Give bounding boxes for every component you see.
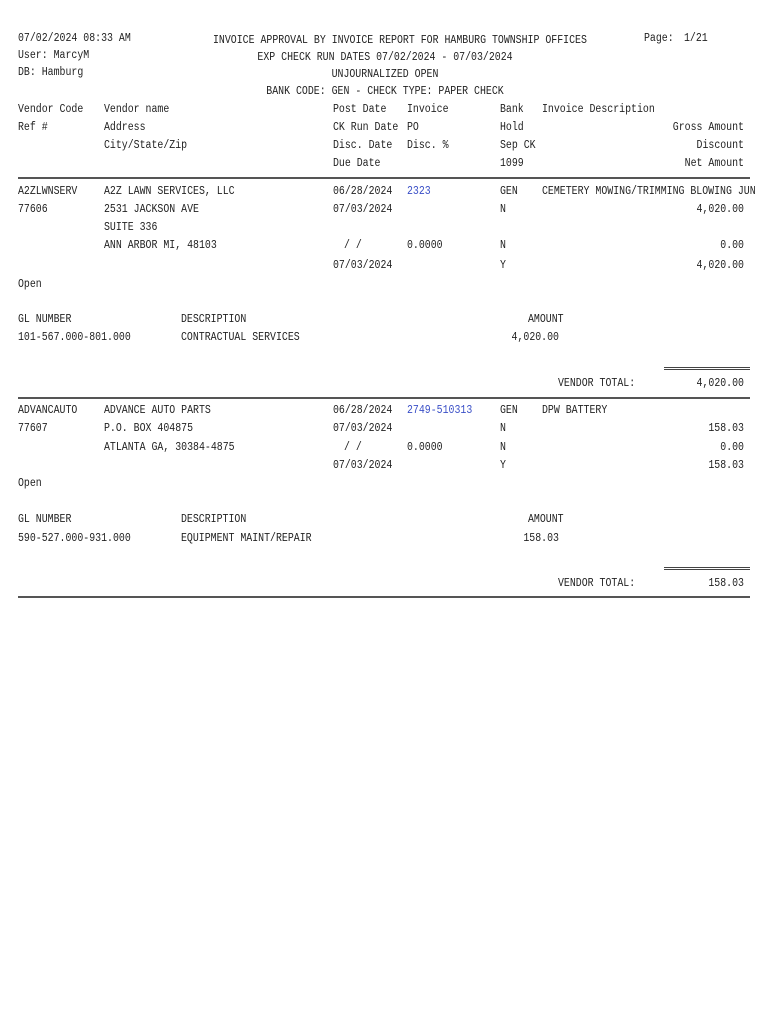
- col-ck-run-date: CK Run Date: [333, 121, 399, 134]
- sep-ck-flag: N: [500, 441, 506, 454]
- col-vendor-name: Vendor name: [104, 103, 170, 116]
- col-invoice: Invoice: [407, 103, 449, 116]
- col-hold: Hold: [500, 121, 524, 134]
- post-date: 06/28/2024: [333, 404, 393, 417]
- net-amount: 158.03: [708, 459, 744, 472]
- col-invoice-desc: Invoice Description: [542, 103, 655, 116]
- invoice-description: CEMETERY MOWING/TRIMMING BLOWING JUN: [542, 185, 756, 198]
- gl-amount: 158.03: [523, 532, 559, 545]
- disc-date: / /: [344, 441, 362, 454]
- discount-amount: 0.00: [720, 239, 744, 252]
- total-rule: [664, 567, 750, 570]
- gross-amount: 158.03: [708, 422, 744, 435]
- due-date: 07/03/2024: [333, 459, 393, 472]
- gl-description: CONTRACTUAL SERVICES: [181, 331, 300, 344]
- col-disc-date: Disc. Date: [333, 139, 393, 152]
- vendor-name: ADVANCE AUTO PARTS: [104, 404, 211, 417]
- bank-code: GEN: [500, 185, 518, 198]
- report-subtitle: EXP CHECK RUN DATES 07/02/2024 - 07/03/2024: [257, 51, 513, 64]
- col-po: PO: [407, 121, 419, 134]
- col-discount: Discount: [696, 139, 744, 152]
- invoice-link[interactable]: 2323: [407, 185, 431, 198]
- hold-flag: N: [500, 422, 506, 435]
- vendor-code: A2ZLWNSERV: [18, 185, 78, 198]
- report-status-line: UNJOURNALIZED OPEN: [331, 68, 439, 81]
- disc-pct: 0.0000: [407, 239, 443, 252]
- gl-number-label: GL NUMBER: [18, 313, 72, 326]
- vendor-divider: [18, 596, 750, 598]
- vendor-address-2: SUITE 336: [104, 221, 158, 234]
- header-divider: [18, 177, 750, 179]
- gl-number-label: GL NUMBER: [18, 513, 72, 526]
- invoice-status: Open: [18, 278, 42, 291]
- col-ref: Ref #: [18, 121, 48, 134]
- vendor-name: A2Z LAWN SERVICES, LLC: [104, 185, 235, 198]
- gl-description: EQUIPMENT MAINT/REPAIR: [181, 532, 312, 545]
- post-date: 06/28/2024: [333, 185, 393, 198]
- gl-number: 590-527.000-931.000: [18, 532, 131, 545]
- vendor-city: ANN ARBOR MI, 48103: [104, 239, 217, 252]
- col-post-date: Post Date: [333, 103, 387, 116]
- vendor-total-label: VENDOR TOTAL:: [558, 377, 636, 390]
- vendor-total: 4,020.00: [696, 377, 744, 390]
- ck-run-date: 07/03/2024: [333, 203, 393, 216]
- discount-amount: 0.00: [720, 441, 744, 454]
- report-datetime: 07/02/2024 08:33 AM: [18, 32, 131, 45]
- vendor-divider: [18, 397, 750, 399]
- col-city: City/State/Zip: [104, 139, 188, 152]
- page-label: Page:: [644, 32, 674, 45]
- report-title: INVOICE APPROVAL BY INVOICE REPORT FOR HAMBURG TOWNSHIP OFFICES: [213, 34, 587, 47]
- col-bank: Bank: [500, 103, 524, 116]
- ck-run-date: 07/03/2024: [333, 422, 393, 435]
- disc-pct: 0.0000: [407, 441, 443, 454]
- 1099-flag: Y: [500, 259, 506, 272]
- invoice-link[interactable]: 2749-510313: [407, 404, 473, 417]
- vendor-total-label: VENDOR TOTAL:: [558, 577, 636, 590]
- gl-number: 101-567.000-801.000: [18, 331, 131, 344]
- sep-ck-flag: N: [500, 239, 506, 252]
- gl-amount: 4,020.00: [511, 331, 559, 344]
- invoice-description: DPW BATTERY: [542, 404, 608, 417]
- col-address: Address: [104, 121, 146, 134]
- total-rule: [664, 367, 750, 370]
- vendor-ref: 77607: [18, 422, 48, 435]
- vendor-address-1: P.O. BOX 404875: [104, 422, 194, 435]
- gl-amount-label: AMOUNT: [528, 313, 564, 326]
- vendor-city: ATLANTA GA, 30384-4875: [104, 441, 235, 454]
- due-date: 07/03/2024: [333, 259, 393, 272]
- gl-description-label: DESCRIPTION: [181, 513, 247, 526]
- gl-description-label: DESCRIPTION: [181, 313, 247, 326]
- bank-code: GEN: [500, 404, 518, 417]
- net-amount: 4,020.00: [696, 259, 744, 272]
- vendor-ref: 77606: [18, 203, 48, 216]
- col-due-date: Due Date: [333, 157, 381, 170]
- col-vendor-code: Vendor Code: [18, 103, 84, 116]
- col-disc-pct: Disc. %: [407, 139, 449, 152]
- col-net: Net Amount: [684, 157, 744, 170]
- col-sep-ck: Sep CK: [500, 139, 536, 152]
- col-gross: Gross Amount: [672, 121, 744, 134]
- page-number: 1/21: [684, 32, 708, 45]
- invoice-status: Open: [18, 477, 42, 490]
- report-user: User: MarcyM: [18, 49, 90, 62]
- gl-amount-label: AMOUNT: [528, 513, 564, 526]
- gross-amount: 4,020.00: [696, 203, 744, 216]
- report-bank-line: BANK CODE: GEN - CHECK TYPE: PAPER CHECK: [266, 85, 504, 98]
- disc-date: / /: [344, 239, 362, 252]
- 1099-flag: Y: [500, 459, 506, 472]
- vendor-address-1: 2531 JACKSON AVE: [104, 203, 199, 216]
- col-1099: 1099: [500, 157, 524, 170]
- vendor-code: ADVANCAUTO: [18, 404, 78, 417]
- hold-flag: N: [500, 203, 506, 216]
- report-db: DB: Hamburg: [18, 66, 84, 79]
- vendor-total: 158.03: [708, 577, 744, 590]
